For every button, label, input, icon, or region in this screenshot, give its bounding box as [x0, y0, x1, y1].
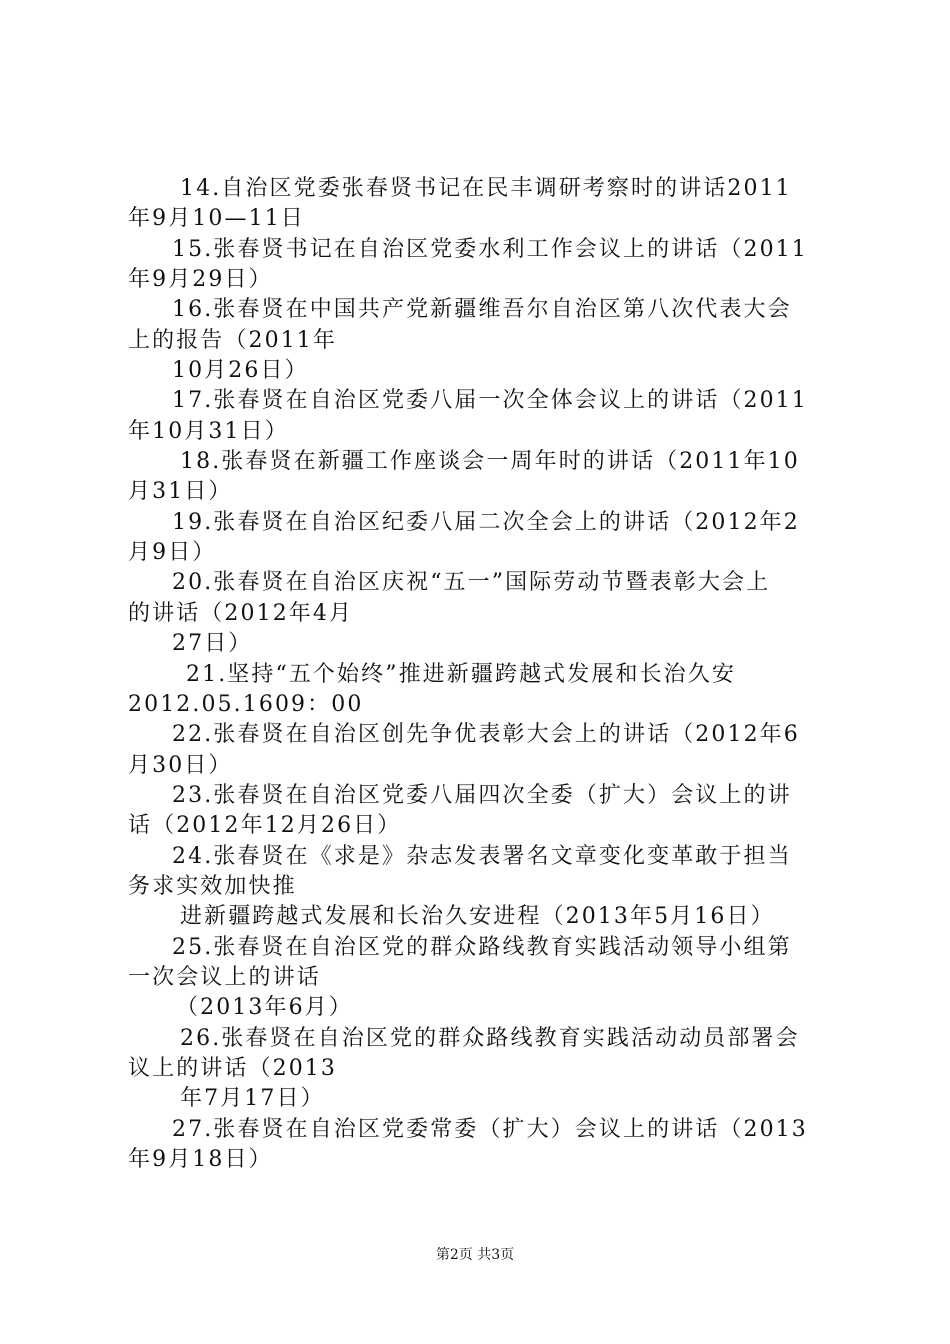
entry-line: 10月26日） [172, 358, 309, 384]
list-item [128, 174, 834, 235]
list-item [128, 1024, 834, 1115]
list-item [128, 933, 834, 1024]
entry-line: 2012.05.1609：00 [128, 691, 364, 717]
entry-line: 15.张春贤书记在自治区党委水利工作会议上的讲话（2011 [172, 236, 808, 262]
entry-line: 16.张春贤在中国共产党新疆维吾尔自治区第八次代表大会 [172, 297, 792, 323]
entry-line: 进新疆跨越式发展和长治久安进程（2013年5月16日） [180, 904, 775, 930]
entry-line: 27日） [172, 631, 253, 657]
entry-line: 一次会议上的讲话 [128, 964, 321, 990]
entry-line: 话（2012年12月26日） [128, 813, 402, 839]
entry-line: 年9月10—11日 [128, 206, 305, 232]
entry-line: 月30日） [128, 752, 233, 778]
page-footer: 第2页 共3页 [435, 1247, 515, 1263]
list-item [128, 720, 834, 781]
entry-line: 26.张春贤在自治区党的群众路线教育实践活动动员部署会 [180, 1025, 800, 1051]
list-item [128, 660, 834, 721]
document-body [128, 174, 834, 1175]
entry-line: 24.张春贤在《求是》杂志发表署名文章变化变革敢于担当 [172, 843, 792, 869]
entry-line: 25.张春贤在自治区党的群众路线教育实践活动领导小组第 [172, 934, 792, 960]
entry-line: 23.张春贤在自治区党委八届四次全委（扩大）会议上的讲 [172, 782, 792, 808]
entry-line: 18.张春贤在新疆工作座谈会一周年时的讲话（2011年10 [180, 449, 800, 475]
entry-line: 17.张春贤在自治区党委八届一次全体会议上的讲话（2011 [172, 388, 808, 414]
entry-line: 年9月29日） [128, 267, 273, 293]
entry-line: 14.自治区党委张春贤书记在民丰调研考察时的讲话2011 [180, 176, 792, 201]
list-item [128, 235, 834, 296]
entry-line: 27.张春贤在自治区党委常委（扩大）会议上的讲话（2013 [172, 1116, 808, 1142]
list-item [128, 447, 834, 508]
entry-line: 月31日） [128, 479, 233, 505]
entry-line: 务求实效加快推 [128, 873, 297, 899]
entry-line: 19.张春贤在自治区纪委八届二次全会上的讲话（2012年2 [172, 509, 800, 535]
list-item [128, 1115, 834, 1176]
list-item [128, 386, 834, 447]
list-item [128, 295, 834, 386]
list-item [128, 508, 834, 569]
entry-line: 年10月31日） [128, 418, 289, 444]
entry-line: （2013年6月） [176, 995, 353, 1021]
entry-line: 年9月18日） [128, 1147, 273, 1172]
entry-line: 年7月17日） [180, 1086, 325, 1112]
entry-line: 上的报告（2011年 [128, 327, 337, 353]
entry-line: 22.张春贤在自治区创先争优表彰大会上的讲话（2012年6 [172, 722, 800, 748]
entry-line: 20.张春贤在自治区庆祝“五一”国际劳动节暨表彰大会上 [172, 570, 771, 596]
entry-line: 21.坚持“五个始终”推进新疆跨越式发展和长治久安 [186, 661, 736, 687]
entry-line: 议上的讲话（2013 [128, 1055, 337, 1081]
entry-line: 月9日） [128, 540, 217, 566]
entry-line: 的讲话（2012年4月 [128, 600, 354, 626]
list-item [128, 568, 834, 659]
list-item [128, 842, 834, 933]
list-item [128, 781, 834, 842]
